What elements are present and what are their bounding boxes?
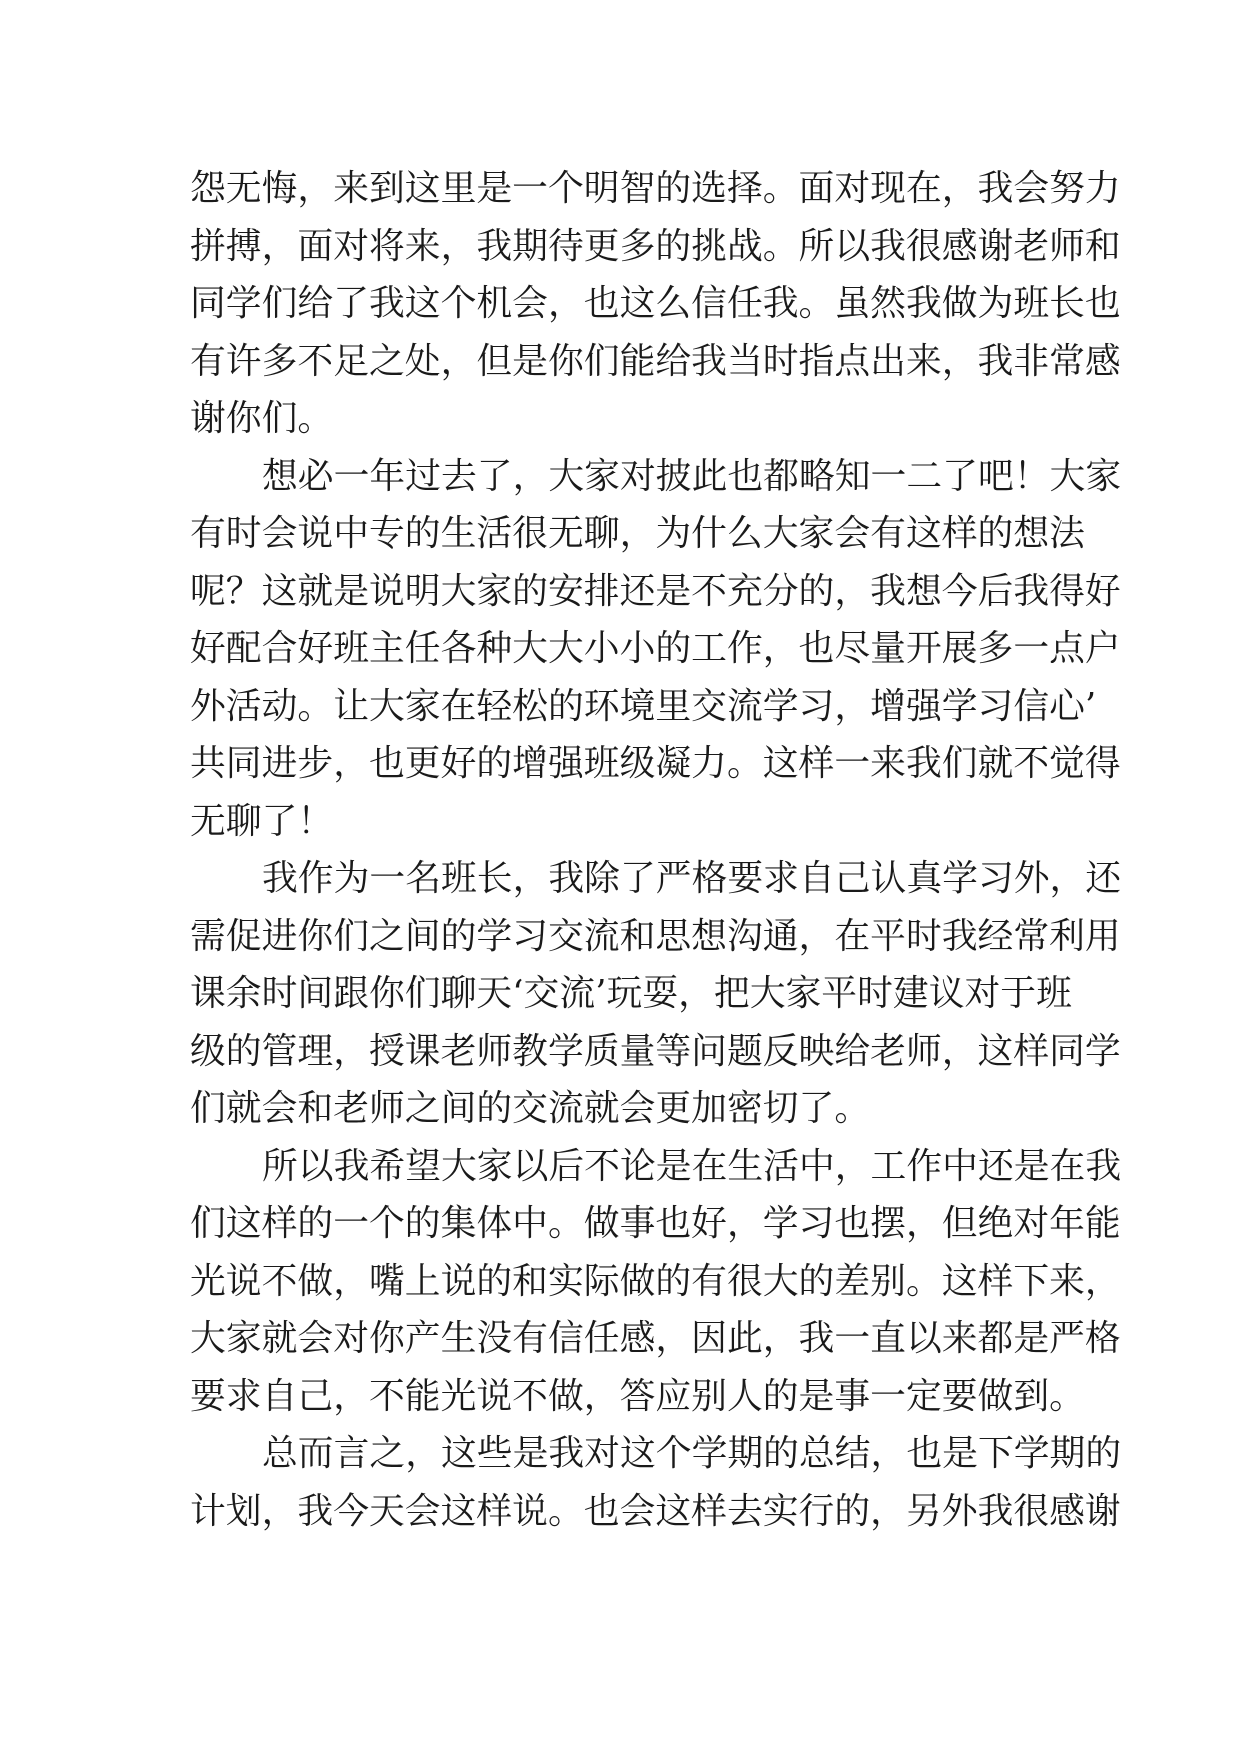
text-line: 呢？这就是说明大家的安排还是不充分的，我想今后我得好 [190,570,1121,612]
text-line: 无聊了！ [190,800,334,842]
paragraph-3 [190,850,1122,1138]
text-line: 同学们给了我这个机会，也这么信任我。虽然我做为班长也 [190,283,1121,324]
paragraph-1 [190,160,1121,448]
text-line: 谢你们。 [190,398,334,439]
text-line: 拼搏，面对将来，我期待更多的挑战。所以我很感谢老师和 [190,225,1121,267]
text-line: 外活动。让大家在轻松的环境里交流学习，增强学习信心’ [190,685,1097,727]
text-line: 需促进你们之间的学习交流和思想沟通，在平时我经常利用 [190,915,1121,957]
text-line: 课余时间跟你们聊天‘交流’玩耍，把大家平时建议对于班 [190,973,1072,1014]
text-line: 们就会和老师之间的交流就会更加密切了。 [190,1088,871,1129]
paragraph-2 [190,448,1122,851]
text-line: 怨无悔，来到这里是一个明智的选择。面对现在，我会努力 [190,168,1121,209]
text-line: 所以我希望大家以后不论是在生活中，工作中还是在我 [262,1145,1122,1187]
text-line: 要求自己，不能光说不做，答应别人的是事一定要做到。 [190,1375,1085,1417]
text-line: 级的管理，授课老师教学质量等问题反映给老师，这样同学 [190,1030,1121,1072]
text-line: 总而言之，这些是我对这个学期的总结，也是下学期的 [262,1433,1122,1474]
document-body [190,160,1122,1540]
text-line: 有时会说中专的生活很无聊，为什么大家会有这样的想法 [190,513,1085,554]
text-line: 共同进步，也更好的增强班级凝力。这样一来我们就不觉得 [190,743,1121,784]
text-line: 好配合好班主任各种大大小小的工作，也尽量开展多一点户 [190,628,1121,669]
text-line: 光说不做，嘴上说的和实际做的有很大的差别。这样下来， [190,1260,1121,1302]
text-line: 们这样的一个的集体中。做事也好，学习也摆，但绝对年能 [190,1203,1121,1244]
text-line: 有许多不足之处，但是你们能给我当时指点出来，我非常感 [190,340,1121,382]
text-line: 大家就会对你产生没有信任感，因此，我一直以来都是严格 [190,1318,1121,1359]
paragraph-5 [190,1425,1122,1540]
text-line: 计划，我今天会这样说。也会这样去实行的，另外我很感谢 [190,1490,1121,1532]
paragraph-4 [190,1138,1122,1426]
text-line: 我作为一名班长，我除了严格要求自己认真学习外，还 [262,858,1122,899]
text-line: 想必一年过去了，大家对披此也都略知一二了吧！大家 [262,455,1122,497]
